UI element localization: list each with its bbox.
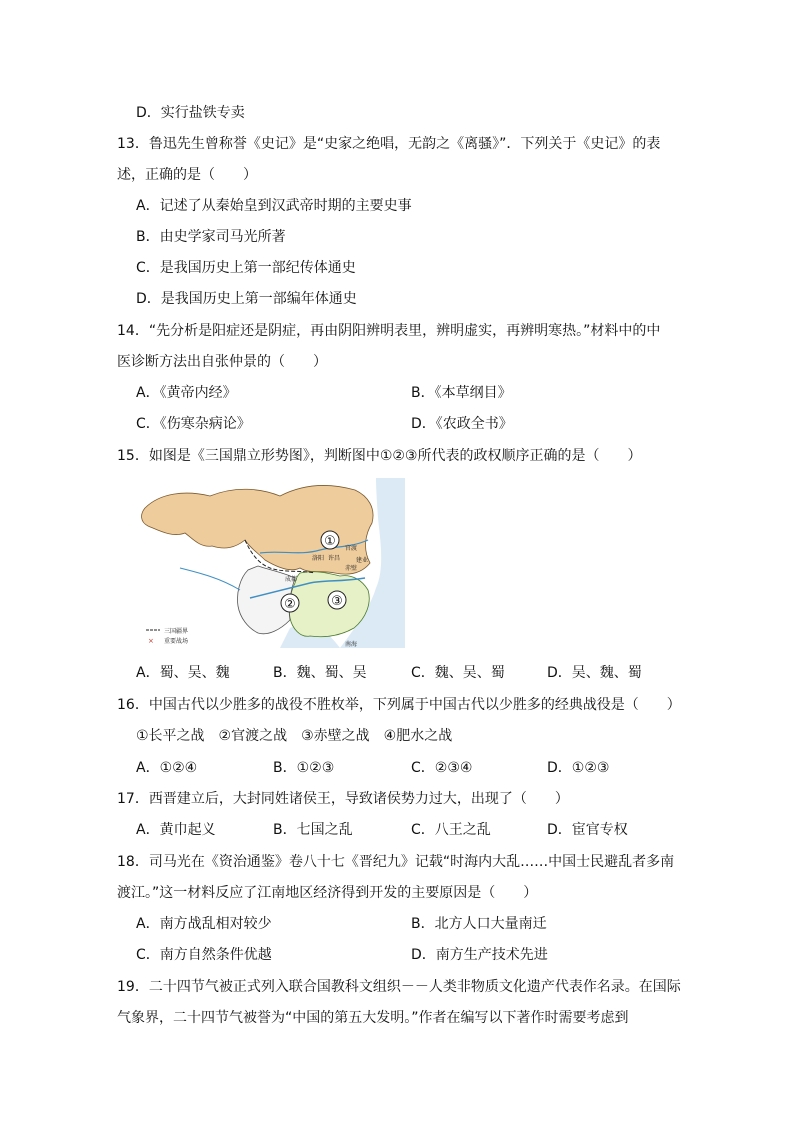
option-13-d: D．是我国历史上第一部编年体通史 [136, 291, 357, 307]
question-14-stem-cont: 医诊断方法出自张仲景的（ ） [117, 354, 327, 370]
label-3: ③ [331, 594, 343, 609]
option-15-c: C．魏、吴、蜀 [411, 665, 505, 681]
option-14-c: C．《伤寒杂病论》 [136, 416, 251, 432]
label-1: ① [324, 534, 336, 549]
city-chengdu: 成都 [285, 576, 298, 583]
question-15-stem: 15．如图是《三国鼎立形势图》，判断图中①②③所代表的政权顺序正确的是（ ） [117, 448, 642, 464]
option-15-d: D．吴、魏、蜀 [547, 665, 642, 681]
question-18-stem-cont: 渡江。”这一材料反应了江南地区经济得到开发的主要原因是（ ） [117, 885, 538, 901]
option-14-a: A．《黄帝内经》 [136, 385, 237, 401]
option-14-b: B．《本草纲目》 [411, 385, 512, 401]
question-18-stem: 18．司马光在《资治通鉴》卷八十七《晋纪九》记载“时海内大乱……中国士民避乱者多南 [117, 854, 675, 870]
question-19-stem-cont: 气象界，二十四节气被誉为“中国的第五大发明。”作者在编写以下著作时需要考虑到 [117, 1010, 629, 1026]
option-18-d: D．南方生产技术先进 [411, 947, 548, 963]
option-18-a: A．南方战乱相对较少 [136, 916, 272, 932]
battle-chibi: 赤壁 [345, 565, 358, 572]
svg-text:×: × [148, 637, 154, 645]
option-14-d: D．《农政全书》 [411, 416, 513, 432]
option-15-a: A．蜀、吴、魏 [136, 665, 230, 681]
battle-guandu: 官渡 [345, 545, 358, 552]
city-xuchang: 许昌 [328, 555, 341, 562]
option-17-b: B．七国之乱 [273, 822, 353, 838]
question-14-stem: 14．“先分析是阳症还是阴症，再由阴阳辨明表里，辨明虚实，再辨明寒热。”材料中的中 [117, 323, 661, 339]
legend-battle: 重要战场 [164, 638, 189, 645]
three-kingdoms-map [140, 478, 405, 648]
sea-nanhai: 南海 [345, 641, 358, 648]
city-jianye: 建业 [356, 557, 369, 564]
label-2: ② [284, 597, 296, 612]
option-16-b: B．①②③ [273, 760, 335, 776]
question-16-stem: 16．中国古代以少胜多的战役不胜枚举，下列属于中国古代以少胜多的经典战役是（ ） [117, 697, 681, 713]
option-16-c: C．②③④ [411, 760, 473, 776]
question-17-stem: 17．西晋建立后，大封同姓诸侯王，导致诸侯势力过大，出现了（ ） [117, 791, 569, 807]
option-16-a: A．①②④ [136, 760, 198, 776]
option-15-b: B．魏、蜀、吴 [273, 665, 367, 681]
question-19-stem: 19．二十四节气被正式列入联合国教科文组织－－人类非物质文化遗产代表作名录。在国际 [117, 979, 681, 995]
city-luoyang: 洛阳 [312, 555, 325, 562]
option-16-d: D．①②③ [547, 760, 610, 776]
option-17-d: D．宦官专权 [547, 822, 628, 838]
option-18-c: C．南方自然条件优越 [136, 947, 272, 963]
option-13-a: A．记述了从秦始皇到汉武帝时期的主要史事 [136, 198, 412, 214]
option-13-c: C．是我国历史上第一部纪传体通史 [136, 260, 356, 276]
option-17-c: C．八王之乱 [411, 822, 491, 838]
question-13-stem-cont: 述，正确的是（ ） [117, 167, 257, 183]
question-13-stem: 13．鲁迅先生曾称誉《史记》是“史家之绝唱，无韵之《离骚》”．下列关于《史记》的表 [117, 136, 661, 152]
option-12-d: D．实行盐铁专卖 [136, 105, 245, 121]
option-18-b: B．北方人口大量南迁 [411, 916, 547, 932]
option-17-a: A．黄巾起义 [136, 822, 216, 838]
legend-border: 三国疆界 [164, 628, 189, 635]
question-16-items: ①长平之战 ②官渡之战 ③赤壁之战 ④肥水之战 [136, 728, 453, 744]
option-13-b: B．由史学家司马光所著 [136, 229, 286, 245]
